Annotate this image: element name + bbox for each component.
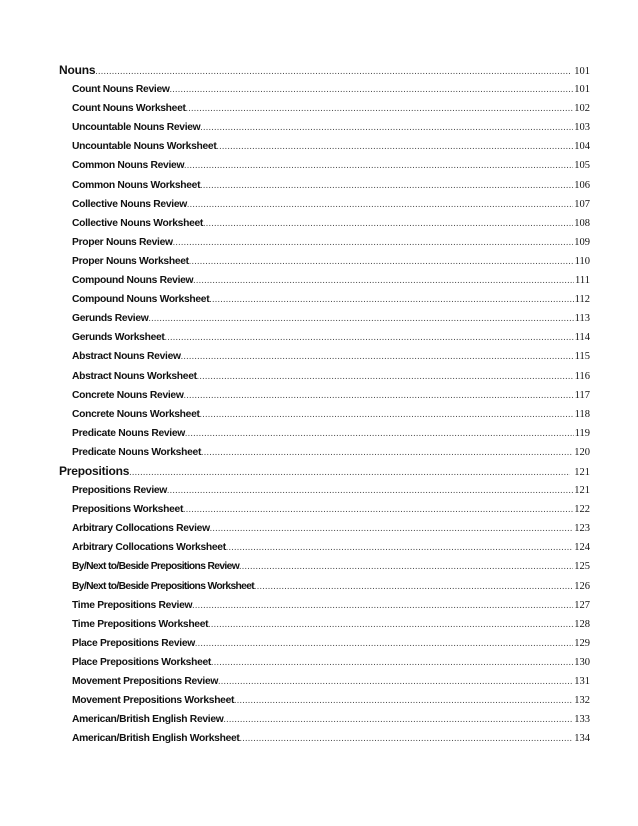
page-number: 109 xyxy=(574,236,590,248)
dot-leader xyxy=(192,596,573,615)
entry-title: Common Nouns Review xyxy=(72,160,185,172)
entry-title: Predicate Nouns Review xyxy=(72,427,186,439)
toc-entry[interactable] xyxy=(59,176,590,195)
entry-title: Abstract Nouns Review xyxy=(72,351,181,363)
dot-leader xyxy=(185,424,574,443)
toc-entry[interactable] xyxy=(59,577,590,596)
page-number: 121 xyxy=(574,485,590,497)
dot-leader xyxy=(210,519,573,538)
page-number: 106 xyxy=(574,179,590,191)
entry-title: Time Prepositions Review xyxy=(72,599,193,611)
entry-title: Count Nouns Review xyxy=(72,84,170,96)
toc-entry[interactable] xyxy=(59,309,590,328)
toc-entry[interactable] xyxy=(59,691,590,710)
page-number: 122 xyxy=(574,504,590,516)
dot-leader xyxy=(197,367,574,386)
dot-leader xyxy=(218,672,573,691)
table-of-contents xyxy=(59,61,590,748)
entry-title: Movement Prepositions Worksheet xyxy=(72,695,235,707)
dot-leader xyxy=(186,99,574,118)
entry-title: Arbitrary Collocations Review xyxy=(72,523,210,535)
dot-leader xyxy=(195,634,573,653)
page-number: 110 xyxy=(574,255,590,267)
page-number: 101 xyxy=(574,84,590,96)
dot-leader xyxy=(211,653,573,672)
page-number: 130 xyxy=(574,656,590,668)
dot-leader xyxy=(165,328,574,347)
toc-entry[interactable] xyxy=(59,653,590,672)
dot-leader xyxy=(254,577,573,596)
toc-entry[interactable] xyxy=(59,290,590,309)
dot-leader xyxy=(167,481,573,500)
toc-entry[interactable] xyxy=(59,214,590,233)
page-number: 133 xyxy=(574,714,590,726)
page-number: 111 xyxy=(575,275,590,287)
dot-leader xyxy=(129,463,570,481)
toc-entry[interactable] xyxy=(59,99,590,118)
toc-entry[interactable] xyxy=(59,634,590,653)
entry-title: Gerunds Review xyxy=(72,313,149,325)
page-number: 129 xyxy=(574,637,590,649)
toc-entry[interactable] xyxy=(59,443,590,462)
dot-leader xyxy=(95,62,570,80)
entry-title: American/British English Worksheet xyxy=(72,733,240,745)
dot-leader xyxy=(173,233,574,252)
entry-title: Predicate Nouns Worksheet xyxy=(72,446,202,458)
dot-leader xyxy=(226,538,573,557)
page-number: 120 xyxy=(574,446,590,458)
entry-title: Count Nouns Worksheet xyxy=(72,103,186,115)
dot-leader xyxy=(200,118,573,137)
toc-entry[interactable] xyxy=(59,137,590,156)
page-number: 116 xyxy=(574,370,590,382)
entry-title: Concrete Nouns Review xyxy=(72,389,184,401)
dot-leader xyxy=(240,729,574,748)
entry-title: Proper Nouns Worksheet xyxy=(72,255,189,267)
page-number: 123 xyxy=(574,523,590,535)
page-number: 114 xyxy=(574,332,590,344)
toc-entry[interactable] xyxy=(59,271,590,290)
entry-title: Gerunds Worksheet xyxy=(72,332,165,344)
toc-section-nouns[interactable] xyxy=(59,61,590,80)
dot-leader xyxy=(234,691,573,710)
page-number: 101 xyxy=(574,66,590,77)
toc-entry[interactable] xyxy=(59,710,590,729)
toc-entry[interactable] xyxy=(59,80,590,99)
dot-leader xyxy=(189,252,574,271)
toc-entry[interactable] xyxy=(59,481,590,500)
page-number: 103 xyxy=(574,122,590,134)
toc-entry[interactable] xyxy=(59,328,590,347)
entry-title: Place Prepositions Worksheet xyxy=(72,656,212,668)
dot-leader xyxy=(193,271,574,290)
toc-entry[interactable] xyxy=(59,615,590,634)
page-number: 113 xyxy=(574,313,590,325)
entry-title: By/Next to/Beside Prepositions Worksheet xyxy=(72,580,255,592)
entry-title: Uncountable Nouns Worksheet xyxy=(72,141,217,153)
dot-leader xyxy=(201,443,573,462)
dot-leader xyxy=(170,80,574,99)
page-number: 127 xyxy=(574,599,590,611)
entry-title: Concrete Nouns Worksheet xyxy=(72,408,200,420)
dot-leader xyxy=(203,214,573,233)
page-number: 102 xyxy=(574,103,590,115)
toc-entry[interactable] xyxy=(59,118,590,137)
page-number: 128 xyxy=(574,618,590,630)
entry-title: Abstract Nouns Worksheet xyxy=(72,370,197,382)
dot-leader xyxy=(184,156,573,175)
page-number: 134 xyxy=(574,733,590,745)
entry-title: Movement Prepositions Review xyxy=(72,676,219,687)
entry-title: Prepositions Review xyxy=(72,485,168,497)
page-number: 105 xyxy=(574,160,590,172)
dot-leader xyxy=(181,347,574,366)
toc-entry[interactable] xyxy=(59,500,590,519)
toc-entry[interactable] xyxy=(59,405,590,424)
toc-entry[interactable] xyxy=(59,156,590,175)
toc-entry[interactable] xyxy=(59,195,590,214)
page-number: 118 xyxy=(574,408,590,420)
dot-leader xyxy=(200,176,573,195)
entry-title: Common Nouns Worksheet xyxy=(72,179,201,191)
entry-title: Compound Nouns Worksheet xyxy=(72,294,210,306)
toc-entry[interactable] xyxy=(59,252,590,271)
dot-leader xyxy=(183,500,573,519)
toc-entry[interactable] xyxy=(59,538,590,557)
entry-title: Collective Nouns Worksheet xyxy=(72,217,204,229)
entry-title: Collective Nouns Review xyxy=(72,198,187,210)
toc-entry[interactable] xyxy=(59,519,590,538)
page-number: 112 xyxy=(574,294,590,306)
toc-entry[interactable] xyxy=(59,424,590,443)
page-number: 132 xyxy=(574,695,590,707)
dot-leader xyxy=(149,309,574,328)
page-number: 126 xyxy=(574,580,590,592)
page-number: 131 xyxy=(574,676,590,687)
entry-title: Uncountable Nouns Review xyxy=(72,122,201,134)
dot-leader xyxy=(239,557,573,576)
toc-entry[interactable] xyxy=(59,729,590,748)
entry-title: Compound Nouns Review xyxy=(72,275,194,287)
entry-title: Time Prepositions Worksheet xyxy=(72,618,209,630)
entry-title: Place Prepositions Review xyxy=(72,637,195,649)
page-number: 125 xyxy=(574,561,590,573)
page-number: 108 xyxy=(574,217,590,229)
page-number: 119 xyxy=(574,427,590,439)
entry-title: By/Next to/Beside Prepositions Review xyxy=(72,561,240,573)
page-number: 121 xyxy=(574,466,590,478)
entry-title: Arbitrary Collocations Worksheet xyxy=(72,542,226,554)
dot-leader xyxy=(208,615,573,634)
page-number: 107 xyxy=(574,198,590,210)
page-number: 117 xyxy=(574,389,590,401)
toc-section-prepositions[interactable] xyxy=(59,462,590,481)
toc-entry[interactable] xyxy=(59,596,590,615)
entry-title: Proper Nouns Review xyxy=(72,236,173,248)
toc-entry[interactable] xyxy=(59,557,590,576)
dot-leader xyxy=(187,195,573,214)
page-number: 104 xyxy=(574,141,590,153)
entry-title: American/British English Review xyxy=(72,714,224,726)
section-title: Prepositions xyxy=(59,463,130,478)
page-number: 115 xyxy=(574,351,590,363)
dot-leader xyxy=(209,290,573,309)
entry-title: Prepositions Worksheet xyxy=(72,504,184,516)
page-number: 124 xyxy=(574,542,590,554)
dot-leader xyxy=(216,137,573,156)
toc-entry[interactable] xyxy=(59,347,590,366)
dot-leader xyxy=(224,710,574,729)
dot-leader xyxy=(184,386,574,405)
toc-entry[interactable] xyxy=(59,233,590,252)
dot-leader xyxy=(200,405,574,424)
section-title: Nouns xyxy=(59,63,96,77)
toc-entry[interactable] xyxy=(59,367,590,386)
toc-entry[interactable] xyxy=(59,386,590,405)
toc-entry[interactable] xyxy=(59,672,590,691)
